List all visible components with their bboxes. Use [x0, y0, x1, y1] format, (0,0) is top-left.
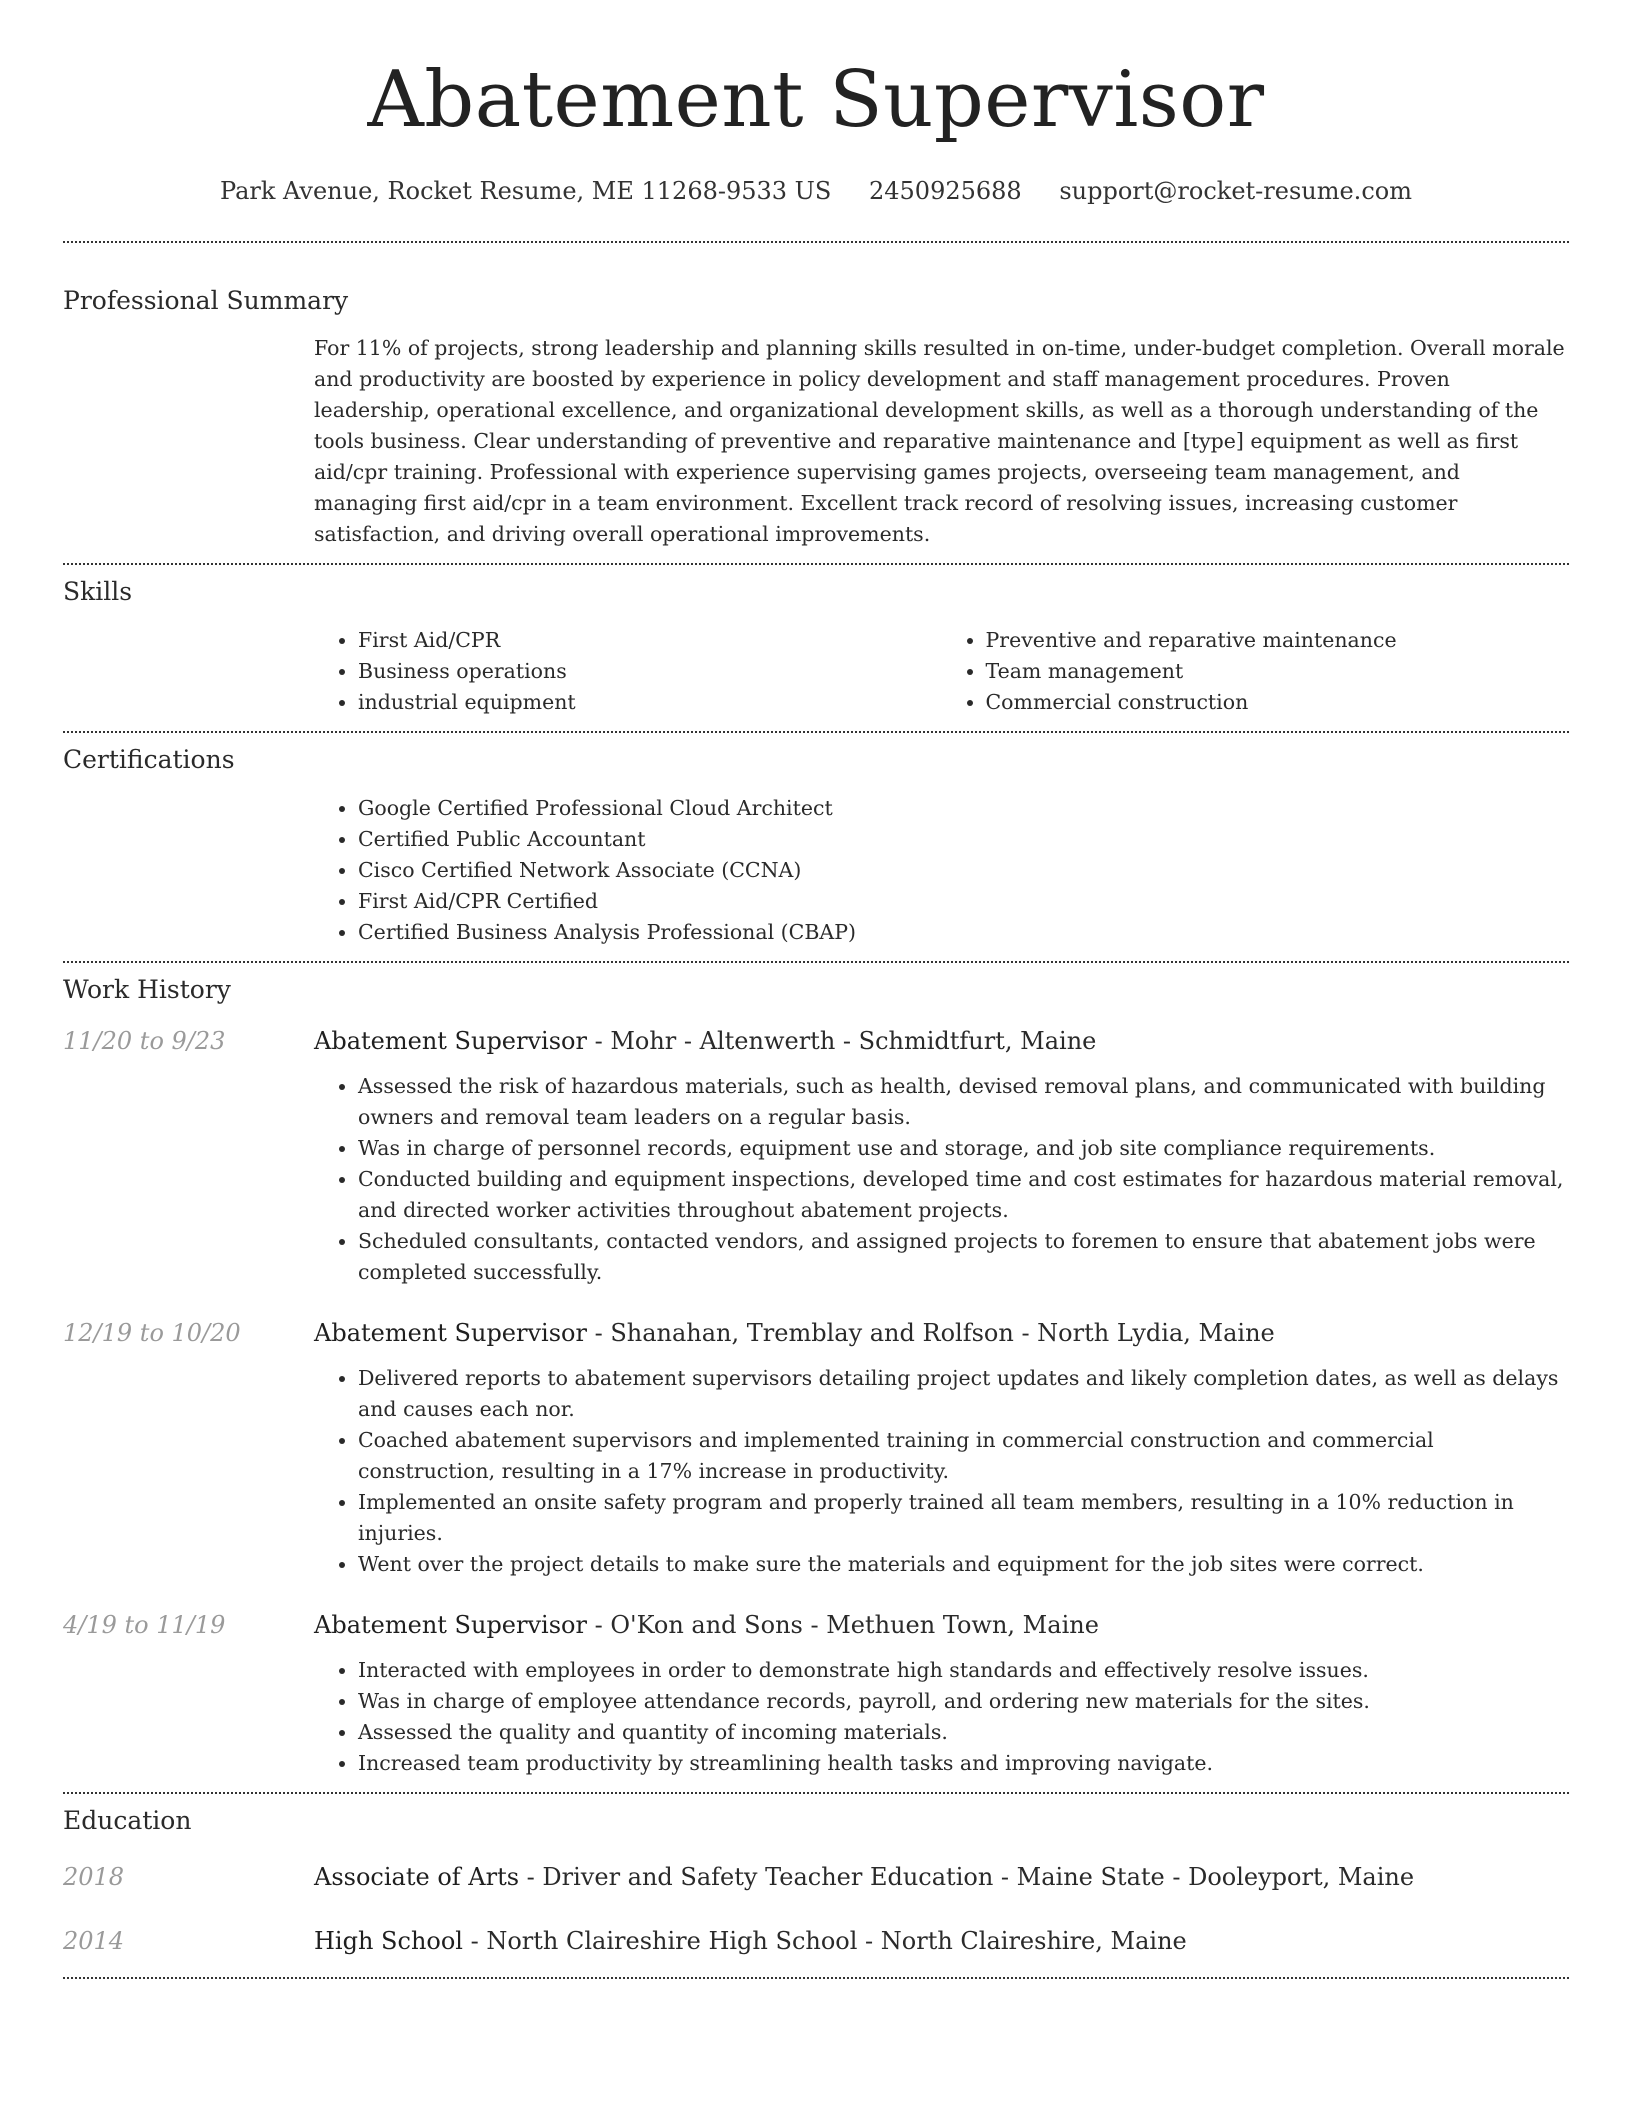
job-bullet: • Scheduled consultants, contacted vendors, and assigned projects to foremen to ensure that abatement jobs were completed successfully. [358, 1226, 1569, 1288]
certification-item: • Google Certified Professional Cloud Architect [358, 793, 1569, 824]
summary-text: For 11% of projects, strong leadership and planning skills resulted in on-time, under-budget completion. Overall morale and productivity are boosted by experience in policy development and staff management procedures. Proven leadership, operational excellence, and organizational development skills, as well as a thorough understanding of the tools business. Clear understanding of preventive and reparative maintenance and [type] equipment as well as first aid/cpr training. Professional with experience supervising games projects, overseeing team management, and managing first aid/cpr in a team environment. Excellent track record of resolving issues, increasing customer satisfaction, and driving overall operational improvements. [314, 336, 1565, 546]
job-header [63, 1319, 1569, 1347]
skill-item: • Business operations [358, 656, 942, 687]
job-bullet: • Was in charge of personnel records, equipment use and storage, and job site compliance requirements. [358, 1133, 1569, 1164]
education-line [314, 1863, 1414, 1891]
education-entry [63, 1863, 1569, 1891]
divider [63, 731, 1569, 733]
job-bullets [314, 1655, 1569, 1779]
skill-item: • industrial equipment [358, 687, 942, 718]
job-bullet: • Assessed the quality and quantity of incoming materials. [358, 1717, 1569, 1748]
summary-heading: Professional Summary [63, 286, 349, 315]
job-bullet: • Delivered reports to abatement supervisors detailing project updates and likely completion dates, as well as delays and causes each nor. [358, 1363, 1569, 1425]
skill-item: • Team management [986, 656, 1570, 687]
job-bullet: • Implemented an onsite safety program and properly trained all team members, resulting in a 10% reduction in injuries. [358, 1487, 1569, 1549]
education-entry [63, 1927, 1569, 1955]
skill-item: • Preventive and reparative maintenance [986, 625, 1570, 656]
education-details: - North Claireshire High School - North Claireshire, Maine [462, 1927, 1187, 1955]
certifications-list [314, 793, 1569, 948]
education-details: - Driver and Safety Teacher Education - Maine State - Dooleyport, Maine [519, 1863, 1415, 1891]
email: support@rocket-resume.com [1059, 177, 1412, 205]
job-bullet: • Was in charge of employee attendance records, payroll, and ordering new materials for the sites. [358, 1686, 1569, 1717]
divider [63, 563, 1569, 565]
phone: 2450925688 [869, 177, 1022, 205]
skills-heading: Skills [63, 577, 133, 606]
skills-column-right [942, 625, 1570, 718]
certification-item: • First Aid/CPR Certified [358, 886, 1569, 917]
divider [63, 961, 1569, 963]
job-header [63, 1027, 1569, 1055]
education-degree: High School [314, 1927, 463, 1955]
job-bullet: • Interacted with employees in order to demonstrate high standards and effectively resolve issues. [358, 1655, 1569, 1686]
job-bullet: • Coached abatement supervisors and implemented training in commercial construction and commercial construction, resulting in a 17% increase in productivity. [358, 1425, 1569, 1487]
resume-page [63, 0, 1569, 1979]
job-bullet: • Assessed the risk of hazardous materials, such as health, devised removal plans, and communicated with building owners and removal team leaders on a regular basis. [358, 1071, 1569, 1133]
skill-item: • Commercial construction [986, 687, 1570, 718]
resume-name: Abatement Supervisor [367, 55, 1265, 145]
certifications-section [63, 745, 1569, 948]
job-dates: 12/19 to 10/20 [63, 1319, 241, 1347]
education-year: 2018 [63, 1863, 125, 1891]
skills-list [314, 625, 1569, 718]
job-bullets [314, 1363, 1569, 1580]
job-entry [63, 1319, 1569, 1580]
divider [63, 241, 1569, 243]
job-title: Abatement Supervisor [314, 1319, 587, 1347]
divider [63, 1977, 1569, 1979]
education-degree: Associate of Arts [314, 1863, 520, 1891]
job-bullets [314, 1071, 1569, 1288]
job-bullet: • Increased team productivity by streamlining health tasks and improving navigate. [358, 1748, 1569, 1779]
education-line [314, 1927, 1187, 1955]
certification-item: • Certified Public Accountant [358, 824, 1569, 855]
job-title-line [314, 1027, 1096, 1055]
address: Park Avenue, Rocket Resume, ME 11268-9533 US [220, 177, 832, 205]
job-entry [63, 1027, 1569, 1288]
job-dates: 4/19 to 11/19 [63, 1611, 226, 1639]
contact-line [63, 177, 1569, 205]
education-heading: Education [63, 1806, 192, 1835]
job-bullet: • Conducted building and equipment inspections, developed time and cost estimates for hazardous material removal, and directed worker activities throughout abatement projects. [358, 1164, 1569, 1226]
job-title-line [314, 1319, 1275, 1347]
education-section [63, 1806, 1569, 1955]
job-title: Abatement Supervisor [314, 1027, 587, 1055]
skills-section [63, 577, 1569, 718]
job-company: - O'Kon and Sons - Methuen Town, Maine [586, 1611, 1099, 1639]
education-year: 2014 [63, 1927, 125, 1955]
divider [63, 1792, 1569, 1794]
job-entry [63, 1611, 1569, 1779]
certification-item: • Cisco Certified Network Associate (CCNA) [358, 855, 1569, 886]
skill-item: • First Aid/CPR [358, 625, 942, 656]
job-header [63, 1611, 1569, 1639]
certification-item: • Certified Business Analysis Professional (CBAP) [358, 917, 1569, 948]
skills-column-left [314, 625, 942, 718]
job-dates: 11/20 to 9/23 [63, 1027, 226, 1055]
job-title-line [314, 1611, 1099, 1639]
work-history-heading: Work History [63, 975, 231, 1004]
job-bullet: • Went over the project details to make sure the materials and equipment for the job sites were correct. [358, 1549, 1569, 1580]
work-history-section [63, 975, 1569, 1779]
job-company: - Mohr - Altenwerth - Schmidtfurt, Maine [586, 1027, 1097, 1055]
summary-section [63, 286, 1569, 550]
job-title: Abatement Supervisor [314, 1611, 587, 1639]
job-company: - Shanahan, Tremblay and Rolfson - North Lydia, Maine [586, 1319, 1275, 1347]
certifications-heading: Certifications [63, 745, 235, 774]
